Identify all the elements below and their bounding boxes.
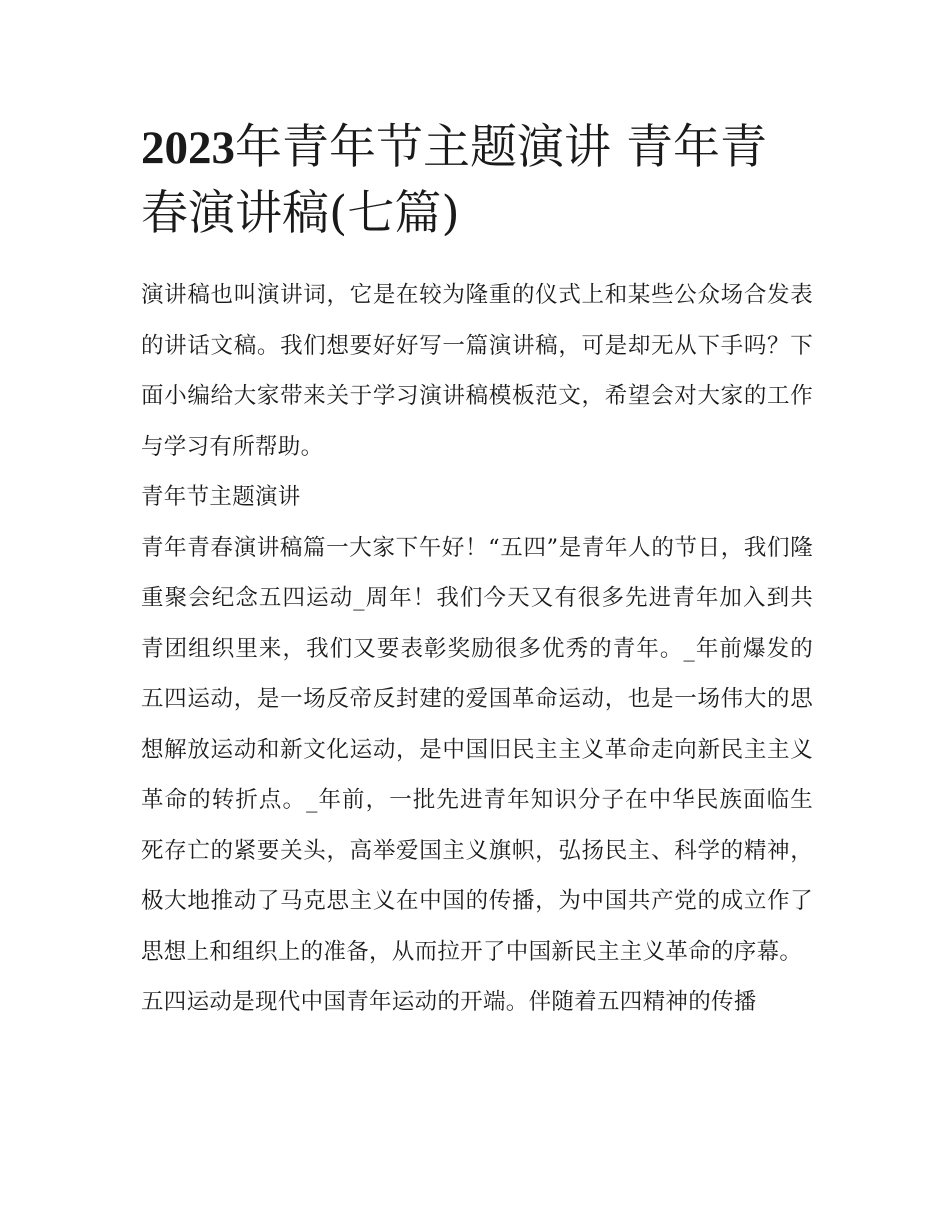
section-heading: 青年节主题演讲 [141,484,301,510]
document-body [141,270,813,1028]
speech-paragraph-1: 青年青春演讲稿篇一大家下午好！“五四”是青年人的节日，我们隆重聚会纪念五四运动_周年！我们今天又有很多先进青年加入到共青团组织里来，我们又要表彰奖励很多优秀的青年。_年前爆发的五四运动，是一场反帝反封建的爱国革命运动，也是一场伟大的思想解放运动和新文化运动，是中国旧民主主义革命走向新民主主义革命的转折点。_年前，一批先进青年知识分子在中华民族面临生死存亡的紧要关头，高举爱国主义旗帜，弘扬民主、科学的精神，极大地推动了马克思主义在中国的传播，为中国共产党的成立作了思想上和组织上的准备，从而拉开了中国新民主主义革命的序幕。 [141,534,813,965]
intro-paragraph: 演讲稿也叫演讲词，它是在较为隆重的仪式上和某些公众场合发表的讲话文稿。我们想要好好写一篇演讲稿，可是却无从下手吗？下面小编给大家带来关于学习演讲稿模板范文，希望会对大家的工作与学习有所帮助。 [141,282,813,460]
document-page [141,115,813,1028]
title-text: 年青年节主题演讲 青年青春演讲稿(七篇) [141,120,767,241]
speech-paragraph-2: 五四运动是现代中国青年运动的开端。伴随着五四精神的传播 [141,989,757,1015]
document-title [141,115,813,246]
title-year: 2023 [141,122,235,174]
